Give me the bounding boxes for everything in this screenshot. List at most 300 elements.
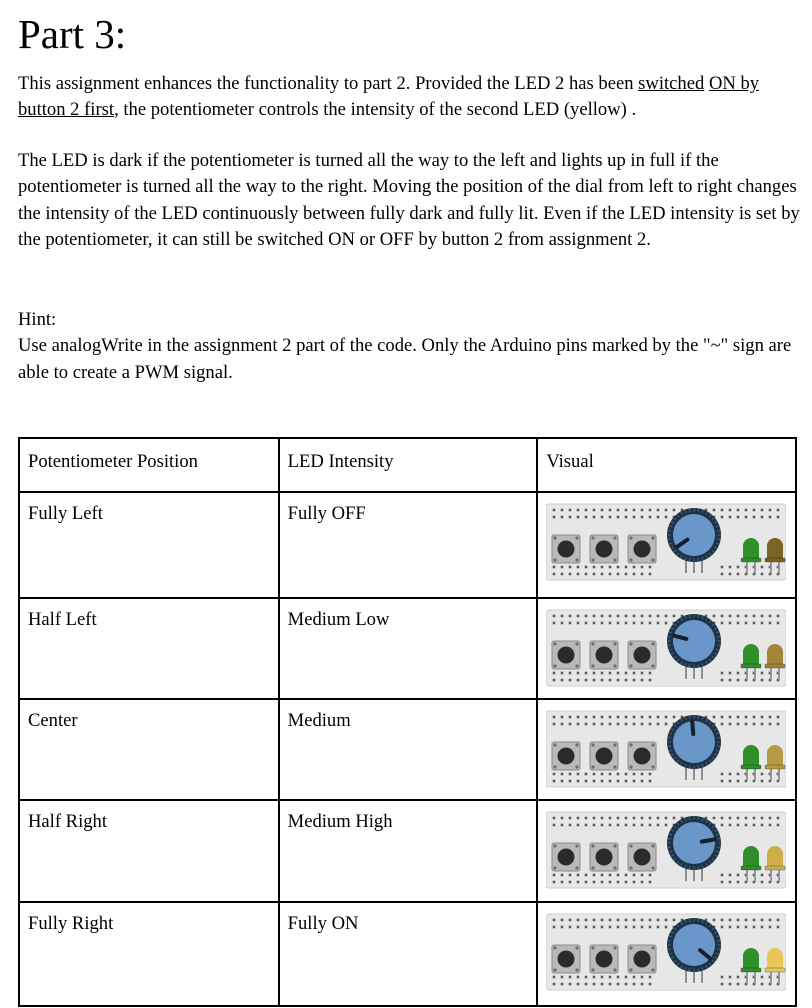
hole — [761, 824, 764, 827]
hole — [641, 679, 644, 682]
knob-grip — [702, 717, 703, 720]
hole — [745, 509, 748, 512]
hole — [641, 672, 644, 675]
knob-grip — [668, 530, 671, 531]
hole — [617, 881, 620, 884]
button-pin — [554, 642, 557, 645]
hole — [753, 615, 756, 618]
button-pin — [652, 968, 655, 971]
hole — [553, 773, 556, 776]
hole — [593, 881, 596, 884]
knob-grip — [668, 847, 671, 848]
button-pin — [614, 946, 617, 949]
hole — [577, 716, 580, 719]
hole — [561, 983, 564, 986]
button-cap — [634, 748, 651, 765]
hole — [777, 817, 780, 820]
row-position: Fully Right — [19, 902, 279, 1006]
hole — [617, 509, 620, 512]
knob-pointer — [692, 721, 693, 734]
hole — [569, 573, 572, 576]
button-pin — [576, 946, 579, 949]
hole — [729, 573, 732, 576]
hole — [769, 622, 772, 625]
hole — [649, 723, 652, 726]
button-pin — [614, 743, 617, 746]
hole — [585, 672, 588, 675]
hole — [673, 716, 676, 719]
hole — [633, 615, 636, 618]
hole — [561, 615, 564, 618]
hole — [633, 983, 636, 986]
knob-grip — [698, 765, 699, 768]
knob-grip — [669, 953, 672, 954]
hole — [729, 509, 732, 512]
hole — [641, 983, 644, 986]
hole — [737, 723, 740, 726]
hole — [657, 615, 660, 618]
hole — [737, 615, 740, 618]
knob-face — [673, 514, 715, 556]
button-pin — [630, 946, 633, 949]
button-pin — [652, 536, 655, 539]
hole — [601, 716, 604, 719]
hole — [609, 716, 612, 719]
table-row — [19, 699, 796, 800]
button-pin — [630, 743, 633, 746]
hole — [665, 824, 668, 827]
hole — [665, 919, 668, 922]
knob-grip — [698, 968, 699, 971]
knob-grip — [685, 764, 686, 767]
hole — [553, 780, 556, 783]
hole — [713, 919, 716, 922]
hole — [745, 622, 748, 625]
knob-grip — [717, 645, 720, 646]
hole — [641, 622, 644, 625]
intro-underline-switched: switched — [638, 73, 705, 94]
hole — [585, 615, 588, 618]
knob-grip — [685, 717, 686, 720]
button-pin — [592, 558, 595, 561]
button-cap — [558, 541, 575, 558]
hole — [737, 874, 740, 877]
button-pin — [592, 946, 595, 949]
hole — [721, 881, 724, 884]
hole — [561, 516, 564, 519]
hole — [601, 566, 604, 569]
button-pin — [592, 743, 595, 746]
hole — [721, 773, 724, 776]
hole — [577, 983, 580, 986]
knob-grip — [690, 765, 691, 768]
knob-grip — [702, 865, 703, 868]
knob-grip — [702, 616, 703, 619]
hole — [729, 679, 732, 682]
hole — [729, 716, 732, 719]
button-pin — [630, 866, 633, 869]
hole — [609, 622, 612, 625]
push-button — [590, 742, 618, 770]
knob-grip — [669, 834, 672, 835]
hole — [569, 919, 572, 922]
hole — [625, 723, 628, 726]
hole — [745, 516, 748, 519]
knob-grip — [690, 968, 691, 971]
hole — [585, 622, 588, 625]
hole — [721, 516, 724, 519]
hole — [657, 824, 660, 827]
push-button — [552, 742, 580, 770]
hole — [737, 817, 740, 820]
hole — [729, 976, 732, 979]
button-cap — [596, 849, 613, 866]
hole — [593, 615, 596, 618]
knob-grip — [668, 737, 671, 738]
intro-text-end: , the potentiometer controls the intensity of the second LED (yellow) . — [114, 99, 637, 121]
hole — [601, 817, 604, 820]
hole — [745, 817, 748, 820]
hole — [641, 874, 644, 877]
hole — [721, 817, 724, 820]
button-pin — [614, 558, 617, 561]
push-button — [552, 843, 580, 871]
hole — [553, 615, 556, 618]
hole — [729, 874, 732, 877]
hole — [641, 716, 644, 719]
hole — [553, 573, 556, 576]
hole — [721, 615, 724, 618]
hole — [729, 926, 732, 929]
hole — [713, 817, 716, 820]
button-pin — [576, 968, 579, 971]
hole — [633, 874, 636, 877]
hole — [761, 573, 764, 576]
hole — [609, 780, 612, 783]
hole — [609, 824, 612, 827]
hole — [617, 716, 620, 719]
hole — [609, 919, 612, 922]
button-pin — [554, 946, 557, 949]
hole — [665, 516, 668, 519]
hole — [585, 976, 588, 979]
hole — [609, 723, 612, 726]
hole — [625, 824, 628, 827]
hole — [617, 983, 620, 986]
hole — [625, 874, 628, 877]
hole — [745, 919, 748, 922]
hole — [585, 874, 588, 877]
hole — [737, 926, 740, 929]
hole — [777, 723, 780, 726]
button-pin — [652, 664, 655, 667]
hole — [649, 622, 652, 625]
hole — [673, 919, 676, 922]
hole — [729, 824, 732, 827]
hole — [601, 976, 604, 979]
hole — [569, 672, 572, 675]
knob-grip — [717, 539, 720, 540]
button-pin — [554, 558, 557, 561]
push-button — [628, 641, 656, 669]
hole — [769, 723, 772, 726]
row-intensity: Medium Low — [279, 598, 538, 699]
button-cap — [634, 849, 651, 866]
knob-grip — [685, 865, 686, 868]
row-position: Half Left — [19, 598, 279, 699]
hole — [593, 874, 596, 877]
knob-grip — [717, 737, 720, 738]
knob-grip — [690, 664, 691, 667]
hole — [593, 679, 596, 682]
hole — [609, 976, 612, 979]
hole — [761, 679, 764, 682]
button-pin — [554, 765, 557, 768]
hole — [601, 615, 604, 618]
hole — [601, 516, 604, 519]
button-pin — [592, 642, 595, 645]
hole — [625, 516, 628, 519]
hole — [753, 926, 756, 929]
hole — [649, 509, 652, 512]
button-cap — [634, 951, 651, 968]
hole — [633, 573, 636, 576]
push-button — [590, 843, 618, 871]
table-header-row — [19, 438, 796, 492]
hole — [577, 679, 580, 682]
hole — [737, 622, 740, 625]
intro-paragraph — [18, 71, 803, 124]
knob-grip — [669, 851, 672, 852]
push-button — [590, 945, 618, 973]
knob-grip — [685, 510, 686, 513]
hole — [633, 509, 636, 512]
hole — [593, 976, 596, 979]
knob-pointer — [702, 839, 715, 841]
circuit-visual — [546, 709, 786, 789]
hole — [761, 622, 764, 625]
hole — [625, 817, 628, 820]
hole — [713, 615, 716, 618]
hole — [625, 716, 628, 719]
hole — [601, 679, 604, 682]
hole — [641, 773, 644, 776]
hole — [729, 672, 732, 675]
hole — [641, 926, 644, 929]
hole — [729, 773, 732, 776]
knob-grip — [690, 615, 691, 618]
hole — [553, 824, 556, 827]
button-pin — [614, 968, 617, 971]
hole — [777, 509, 780, 512]
button-pin — [554, 743, 557, 746]
hole — [641, 509, 644, 512]
hole — [649, 773, 652, 776]
hole — [585, 566, 588, 569]
hole — [761, 516, 764, 519]
table-row — [19, 598, 796, 699]
button-pin — [614, 765, 617, 768]
hole — [737, 516, 740, 519]
hole — [633, 780, 636, 783]
hole — [713, 509, 716, 512]
hole — [777, 926, 780, 929]
hole — [593, 926, 596, 929]
hole — [665, 509, 668, 512]
button-pin — [630, 844, 633, 847]
hole — [649, 566, 652, 569]
hole — [761, 716, 764, 719]
hole — [561, 817, 564, 820]
hole — [601, 780, 604, 783]
hole — [617, 926, 620, 929]
hole — [649, 824, 652, 827]
hole — [553, 716, 556, 719]
push-button — [552, 535, 580, 563]
hole — [649, 780, 652, 783]
row-intensity: Medium High — [279, 800, 538, 902]
hole — [761, 926, 764, 929]
hole — [585, 773, 588, 776]
hint-text: Use analogWrite in the assignment 2 part of the code. Only the Arduino pins marked by the "~" sign are able to create a PWM signal. — [18, 335, 792, 383]
hole — [609, 874, 612, 877]
button-pin — [630, 558, 633, 561]
hole — [737, 780, 740, 783]
row-position: Center — [19, 699, 279, 800]
knob-grip — [702, 920, 703, 923]
hole — [665, 926, 668, 929]
hole — [609, 881, 612, 884]
hole — [625, 566, 628, 569]
knob-grip — [717, 838, 720, 839]
hole — [729, 881, 732, 884]
hole — [649, 716, 652, 719]
hole — [729, 723, 732, 726]
knob-grip — [669, 936, 672, 937]
hole — [761, 723, 764, 726]
table-row — [19, 492, 796, 598]
hole — [777, 516, 780, 519]
hole — [633, 824, 636, 827]
hole — [649, 983, 652, 986]
hole — [665, 716, 668, 719]
hole — [769, 919, 772, 922]
hole — [761, 881, 764, 884]
page-title: Part 3: — [18, 11, 127, 57]
hole — [753, 509, 756, 512]
hole — [721, 716, 724, 719]
button-pin — [614, 536, 617, 539]
button-cap — [596, 951, 613, 968]
knob-grip — [716, 851, 719, 852]
hole — [617, 874, 620, 877]
knob-grip — [702, 967, 703, 970]
intro-underline-button2: ON by button 2 first — [18, 73, 760, 121]
hole — [737, 672, 740, 675]
hole — [585, 919, 588, 922]
knob-grip — [716, 750, 719, 751]
hole — [721, 976, 724, 979]
knob-grip — [690, 716, 691, 719]
hole — [593, 672, 596, 675]
hole — [625, 919, 628, 922]
hole — [609, 566, 612, 569]
hole — [585, 723, 588, 726]
button-pin — [630, 536, 633, 539]
knob-grip — [716, 733, 719, 734]
circuit-visual — [546, 608, 786, 688]
knob-grip — [685, 818, 686, 821]
header-potentiometer-position: Potentiometer Position — [19, 438, 279, 492]
knob-grip — [702, 510, 703, 513]
hole — [737, 824, 740, 827]
hole — [641, 817, 644, 820]
hole — [721, 509, 724, 512]
hole — [729, 817, 732, 820]
hole — [633, 622, 636, 625]
led-rim — [765, 558, 785, 562]
hole — [617, 566, 620, 569]
hole — [649, 919, 652, 922]
knob-grip — [717, 847, 720, 848]
hole — [553, 874, 556, 877]
button-pin — [630, 642, 633, 645]
hole — [617, 622, 620, 625]
led-rim — [765, 968, 785, 972]
knob-grip — [702, 818, 703, 821]
hole — [633, 926, 636, 929]
hole — [601, 824, 604, 827]
knob-grip — [716, 543, 719, 544]
hole — [569, 926, 572, 929]
hole — [569, 780, 572, 783]
hole — [729, 615, 732, 618]
hole — [593, 723, 596, 726]
hole — [617, 672, 620, 675]
push-button — [590, 535, 618, 563]
hole — [553, 723, 556, 726]
hole — [649, 516, 652, 519]
knob-grip — [668, 636, 671, 637]
knob-grip — [716, 936, 719, 937]
button-pin — [554, 844, 557, 847]
hole — [625, 773, 628, 776]
hole — [625, 679, 628, 682]
description-paragraph: The LED is dark if the potentiometer is turned all the way to the left and lights up in full if the potentiometer is turned all the way to the right. Moving the position of the dial from left to right changes the intensity of the LED continuously between fully dark and fully lit. Even if the LED intensity is set by the potentiometer, it can still be switched ON or OFF by button 2 from assignment 2. — [18, 150, 800, 250]
hole — [601, 881, 604, 884]
circuit-visual — [546, 502, 786, 582]
hole — [649, 976, 652, 979]
hole — [737, 509, 740, 512]
hole — [713, 716, 716, 719]
hole — [577, 926, 580, 929]
button-pin — [554, 536, 557, 539]
hole — [649, 679, 652, 682]
hole — [609, 983, 612, 986]
knob-grip — [716, 953, 719, 954]
hole — [745, 926, 748, 929]
knob-grip — [702, 663, 703, 666]
hole — [657, 817, 660, 820]
hole — [665, 723, 668, 726]
button-pin — [576, 866, 579, 869]
hole — [553, 817, 556, 820]
knob-grip — [702, 764, 703, 767]
hole — [649, 817, 652, 820]
push-button — [552, 641, 580, 669]
hole — [729, 780, 732, 783]
hole — [561, 773, 564, 776]
